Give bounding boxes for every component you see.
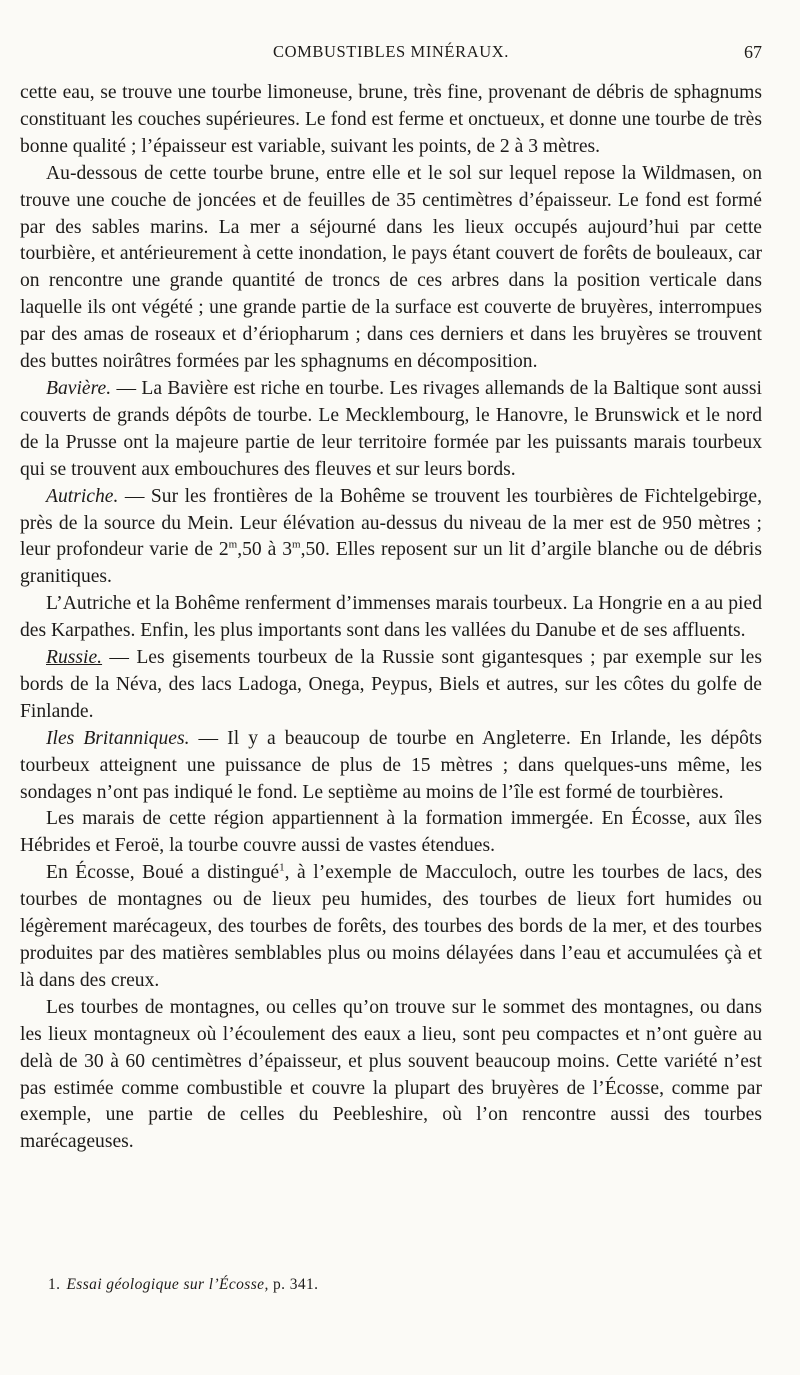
footnote-reference[interactable]: 1: [279, 861, 285, 874]
paragraph-text: En Écosse, Boué a distingué: [46, 862, 280, 884]
running-head: [20, 42, 762, 68]
region-label-autriche: Autriche.: [46, 485, 119, 507]
paragraph-text: ,50 à 3: [237, 539, 292, 561]
paragraph-text: — La Bavière est riche en tourbe. Les rivages allemands de la Baltique sont aussi couverts de grands dépôts de tourbe. Le Mecklembourg, le Hanovre, le Brunswick et le nord de la Prusse ont la majeure partie de leur territoire formée par les puissants marais tourbeux qui se trouvent aux embouchures des fleuves et sur leurs bords.: [20, 377, 762, 480]
region-label-iles-britanniques: Iles Britanniques.: [46, 727, 190, 749]
paragraph-text: cette eau, se trouve une tourbe limoneuse, brune, très fine, provenant de débris de sphagnums constituant les couches supérieures. Le fond est ferme et onctueux, et donne une tourbe de très bonne qualité ; l’épaisseur est variable, suivant les points, de 2 à 3 mètres.: [20, 82, 762, 157]
paragraph-text: Les marais de cette région appartiennent à la formation immergée. En Écosse, aux îles Hébrides et Feroë, la tourbe couvre aussi de vastes étendues.: [20, 808, 762, 857]
paragraph-text: L’Autriche et la Bohême renferment d’immenses marais tourbeux. La Hongrie en a au pied des Karpathes. Enfin, les plus importants sont dans les vallées du Danube et de ses affluents.: [20, 593, 762, 642]
running-title: COMBUSTIBLES MINÉRAUX.: [273, 42, 509, 61]
text-body: [20, 80, 762, 1156]
footnote-page-ref: p. 341.: [268, 1276, 319, 1293]
paragraph-marais: [20, 806, 762, 860]
paragraph-continuation: [20, 80, 762, 161]
paragraph-baviere: [20, 376, 762, 484]
paragraph-iles-britanniques: [20, 726, 762, 807]
paragraph-autriche: [20, 484, 762, 592]
paragraph-autriche-boheme: [20, 591, 762, 645]
paragraph-text: Les tourbes de montagnes, ou celles qu’on trouve sur le sommet des montagnes, ou dans les lieux montagneux où l’écoulement des eaux a lieu, sont peu compactes et n’ont guère au delà de 30 à 60 centimètres d’épaisseur, et plus souvent beaucoup moins. Cette variété n’est pas estimée comme combustible et couvre la plupart des bruyères de l’Écosse, comme par exemple, une partie de celles du Peebleshire, où l’on rencontre aussi des tourbes marécageuses.: [20, 996, 762, 1153]
paragraph-text: , à l’exemple de Macculoch, outre les tourbes de lacs, des tourbes de montagnes ou de lieux peu humides, des tourbes de lieux fort humides ou légèrement marécageux, des tourbes de forêts, des tourbes des bords de la mer, et des tourbes produites par des matières semblables plus ou moins délayées dans l’eau et accumulées çà et là dans des creux.: [20, 862, 762, 991]
page-number: 67: [744, 42, 762, 62]
paragraph-tourbes-montagnes: [20, 995, 762, 1156]
paragraph-boue: [20, 860, 762, 995]
paragraph-text: Au-dessous de cette tourbe brune, entre elle et le sol sur lequel repose la Wildmasen, on trouve une couche de joncées et de feuilles de 35 centimètres d’épaisseur. Le fond est formé par des sables marins. La mer a séjourné dans les lieux occupés aujourd’hui par cette tourbière, et antérieurement à cette inondation, le pays étant couvert de forêts de bouleaux, car on rencontre une grande quantité de troncs de ces arbres dans la position verticale dans laquelle ils ont végété ; une grande partie de la surface est couverte de bruyères, interrompues par des amas de roseaux et d’ériopharum ; dans ces derniers et dans les bruyères se trouvent des buttes noirâtres formées par les sphagnums en décomposition.: [20, 162, 762, 373]
footnote-number: 1.: [48, 1276, 61, 1293]
region-label-russie: Russie.: [46, 647, 103, 669]
region-label-baviere: Bavière.: [46, 377, 112, 399]
footnote-title: Essai géologique sur l’Écosse,: [66, 1276, 269, 1293]
paragraph-text: ,50. Elles reposent sur un lit d’argile blanche ou de débris granitiques.: [20, 539, 762, 588]
footnote: [48, 1276, 318, 1294]
paragraph-wildmasen: [20, 161, 762, 376]
paragraph-text: — Sur les frontières de la Bohême se trouvent les tourbières de Fichtelgebirge, près de la source du Mein. Leur élévation au-dessus du niveau de la mer est de 950 mètres ; leur profondeur varie de 2: [20, 485, 762, 561]
paragraph-text: — Il y a beaucoup de tourbe en Angleterre. En Irlande, les dépôts tourbeux atteignent une puissance de plus de 15 mètres ; dans quelques-uns même, les sondages n’ont pas indiqué le fond. Le septième au moins de l’île est formé de tourbières.: [20, 727, 762, 803]
unit-superscript: m: [228, 538, 238, 551]
paragraph-text: — Les gisements tourbeux de la Russie sont gigantesques ; par exemple sur les bords de la Néva, des lacs Ladoga, Onega, Peypus, Biels et autres, sur les côtes du golfe de Finlande.: [20, 647, 762, 722]
unit-superscript: m: [292, 538, 301, 551]
paragraph-russie: [20, 645, 762, 726]
